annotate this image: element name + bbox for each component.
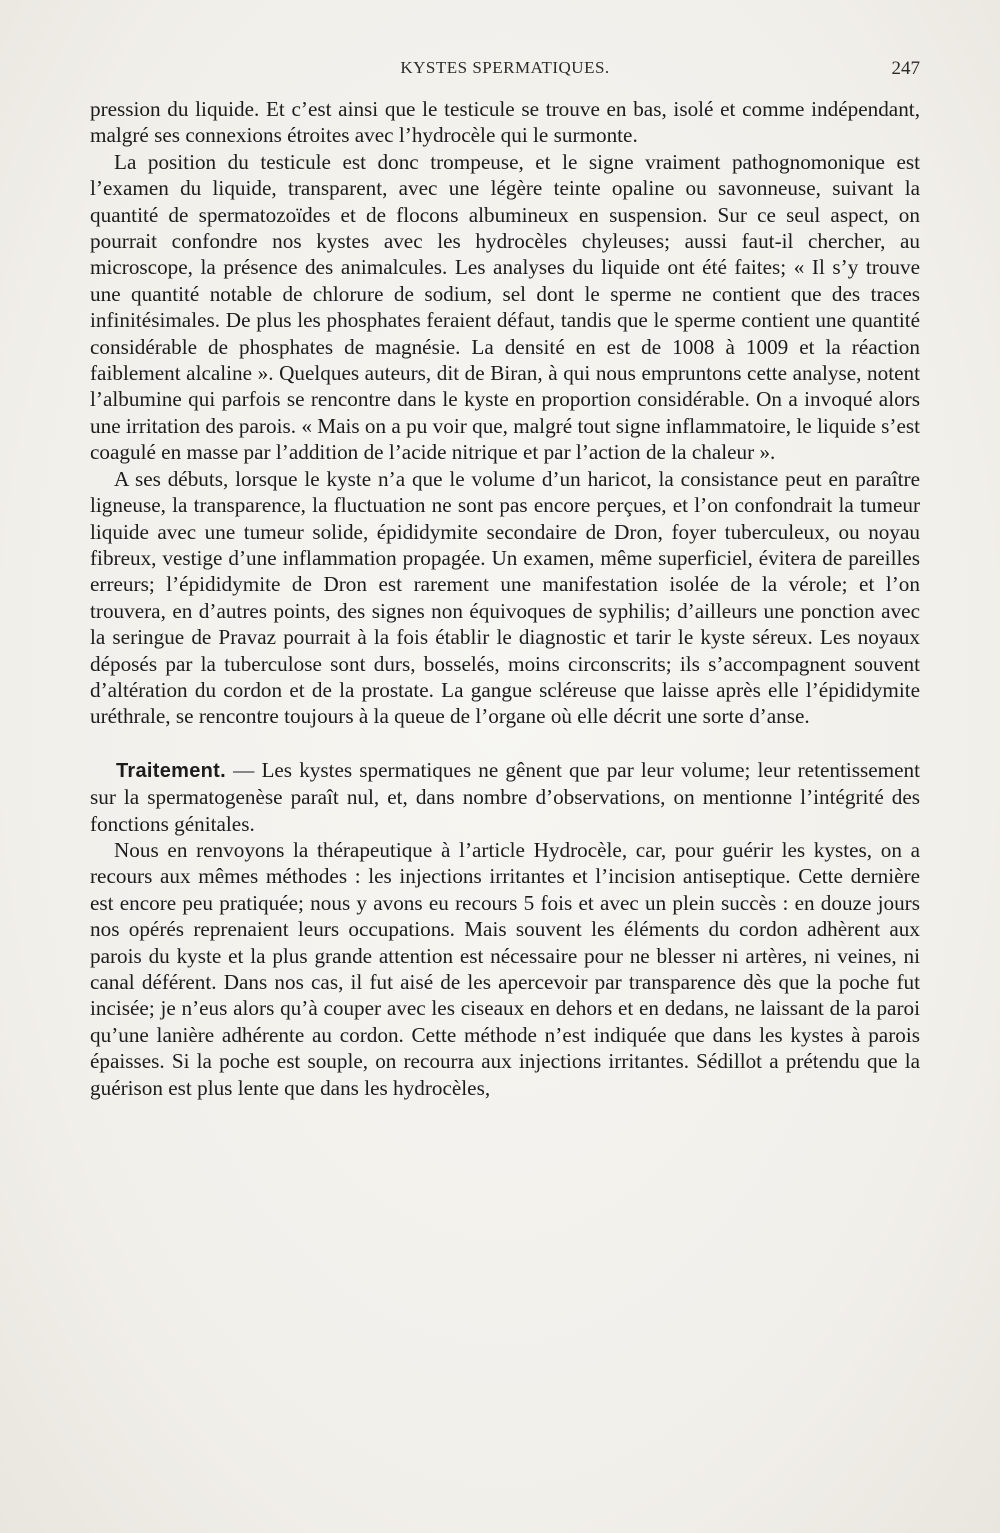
paragraph-4 [90, 757, 920, 837]
section-title: Traitement. [116, 759, 226, 782]
page-number: 247 [891, 58, 920, 79]
paragraph-4-text: — Les kystes spermatiques ne gênent que par leur volume; leur retentissement sur la spermatogenèse paraît nul, et, dans nombre d’observations, on mentionne l’intégrité des fonctions génitales. [90, 757, 920, 836]
paragraph-3: A ses débuts, lorsque le kyste n’a que le volume d’un haricot, la consistance peut en paraître ligneuse, la transparence, la fluctuation ne sont pas encore perçues, et l’on confondrait la tumeur liquide avec une tumeur solide, épididymite secondaire de Dron, foyer tuberculeux, ou noyau fibreux, vestige d’une inflammation propagée. Un examen, même superficiel, évitera de pareilles erreurs; l’épididymite de Dron est rarement une manifestation isolée de la vérole; et l’on trouvera, en d’autres points, des signes non équivoques de syphilis; d’ailleurs une ponction avec la seringue de Pravaz pourrait à la fois établir le diagnostic et tarir le kyste séreux. Les noyaux déposés par la tuberculose sont durs, bosselés, moins circonscrits; ils s’accompagnent souvent d’altération du cordon et de la prostate. La gangue scléreuse que laisse après elle l’épididymite uréthrale, se rencontre toujours à la queue de l’organe où elle décrit une sorte d’anse. [90, 466, 920, 729]
paragraph-1: pression du liquide. Et c’est ainsi que le testicule se trouve en bas, isolé et comme indépendant, malgré ses connexions étroites avec l’hydrocèle qui le surmonte. [90, 97, 920, 148]
running-head: KYSTES SPERMATIQUES. [400, 58, 610, 77]
paragraph-2: La position du testicule est donc trompeuse, et le signe vraiment pathognomonique est l’examen du liquide, transparent, avec une légère teinte opaline ou savonneuse, suivant la quantité de spermatozoïdes et de flocons albumineux en suspension. Sur ce seul aspect, on pourrait confondre nos kystes avec les hydrocèles chyleuses; aussi faut-il chercher, au microscope, la présence des animalcules. Les analyses du liquide ont été faites; « Il s’y trouve une quantité notable de chlorure de sodium, sel dont le sperme ne contient que des traces infinitésimales. De plus les phosphates feraient défaut, tandis que le sperme contient une quantité considérable de phosphates de magnésie. La densité en est de 1008 à 1009 et la réaction faiblement alcaline ». Quelques auteurs, dit de Biran, à qui nous empruntons cette analyse, notent l’albumine qui parfois se rencontre dans le kyste en proportion considérable. On a invoqué alors une irritation des parois. « Mais on a pu voir que, malgré tout signe inflammatoire, le liquide s’est coagulé en masse par l’addition de l’acide nitrique et par l’action de la chaleur ». [90, 149, 920, 465]
paragraph-5: Nous en renvoyons la thérapeutique à l’article Hydrocèle, car, pour guérir les kystes, on a recours aux mêmes méthodes : les injections irritantes et l’incision antiseptique. Cette dernière est encore peu pratiquée; nous y avons eu recours 5 fois et avec un plein succès : en douze jours nos opérés reprenaient leurs occupations. Mais souvent les éléments du cordon adhèrent aux parois du kyste et la plus grande attention est nécessaire pour ne blesser ni artères, ni veines, ni canal déférent. Dans nos cas, il fut aisé de les apercevoir par transparence dès que la poche fut incisée; je n’eus alors qu’à couper avec les ciseaux en dehors et en dedans, ne laissant de la paroi qu’une lanière adhérente au cordon. Cette méthode n’est indiquée que dans les kystes à parois épaisses. Si la poche est souple, on recourra aux injections irritantes. Sédillot a prétendu que la guérison est plus lente que dans les hydrocèles, [90, 837, 920, 1100]
body-text [90, 96, 920, 1101]
page-header [90, 58, 920, 82]
